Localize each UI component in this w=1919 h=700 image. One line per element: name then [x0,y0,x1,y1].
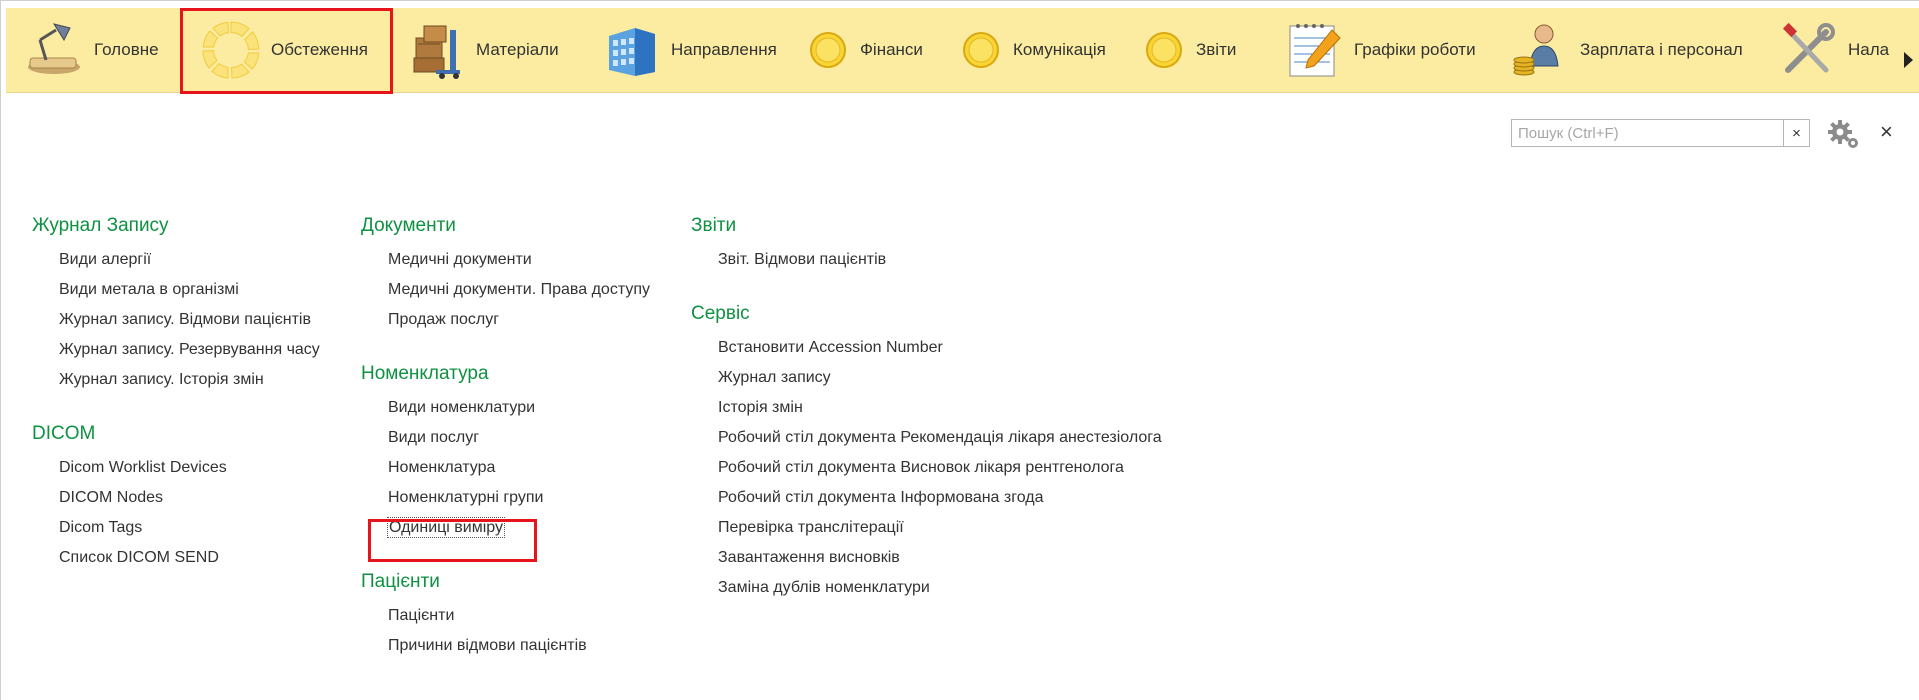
group-appointment-journal [32,213,321,395]
yellow-circle-icon [806,20,850,80]
group-nomenclature [361,361,651,543]
list-item[interactable]: Медичні документи [388,251,532,268]
list-item[interactable]: DICOM Nodes [59,489,164,506]
section-settings[interactable] [1778,8,1889,92]
list-item[interactable]: Історія змін [718,399,803,416]
list-item[interactable]: Журнал запису [718,369,831,386]
section-reports[interactable] [1142,8,1236,92]
group-title[interactable]: DICOM [32,423,96,444]
list-item[interactable]: Медичні документи. Права доступу [388,281,650,298]
section-label: Зарплата і персонал [1580,40,1743,59]
section-label: Направлення [671,40,777,59]
group-title[interactable]: Пацієнти [361,571,440,592]
group-service [691,301,1163,603]
search-input[interactable] [1511,119,1784,147]
group-patients [361,569,651,661]
section-home[interactable] [24,8,159,92]
worker-coins-icon [1510,20,1570,80]
list-item[interactable]: Журнал запису. Відмови пацієнтів [59,311,311,328]
section-examinations[interactable] [201,8,368,92]
settings-gear-icon[interactable] [1826,118,1860,150]
list-item[interactable]: Журнал запису. Історія змін [59,371,264,388]
section-work-schedules[interactable] [1284,8,1476,92]
list-item[interactable]: Завантаження висновків [718,549,900,566]
yellow-circle-icon [959,20,1003,80]
section-materials[interactable] [406,8,559,92]
scroll-right-arrow-icon[interactable] [1904,52,1913,68]
yellow-circle-icon [1142,20,1186,80]
list-item[interactable]: Робочий стіл документа Інформована згода [718,489,1044,506]
group-title[interactable]: Журнал Запису [32,215,169,236]
clear-icon: × [1792,124,1801,142]
list-item-units-of-measure[interactable]: Одиниці виміру [389,519,504,536]
list-item[interactable]: Види алергії [59,251,152,268]
boxes-cart-icon [406,20,466,80]
list-item[interactable]: Номенклатурні групи [388,489,544,506]
list-item[interactable]: Продаж послуг [388,311,500,328]
group-title[interactable]: Документи [361,215,456,236]
section-finance[interactable] [806,8,923,92]
section-label: Комунікація [1013,40,1106,59]
section-panel [6,8,1919,93]
group-title[interactable]: Звіти [691,215,737,236]
column-2 [361,213,651,687]
section-label: Звіти [1196,40,1237,59]
list-item[interactable]: Робочий стіл документа Рекомендація лікаря анестезіолога [718,429,1162,446]
search-clear-button[interactable] [1784,119,1810,147]
section-label: Матеріали [476,40,559,59]
list-item[interactable]: Види метала в організмі [59,281,239,298]
section-label: Фінанси [860,40,923,59]
column-1 [32,213,321,599]
group-documents [361,213,651,335]
loading-ring-icon [201,20,261,80]
list-item[interactable]: Список DICOM SEND [59,549,219,566]
section-label: Обстеження [271,40,368,59]
section-label: Графіки роботи [1354,40,1476,59]
list-item[interactable]: Звіт. Відмови пацієнтів [718,251,887,268]
list-item[interactable]: Номенклатура [388,459,496,476]
section-salary-personnel[interactable] [1510,8,1743,92]
list-item[interactable]: Робочий стіл документа Висновок лікаря рентгенолога [718,459,1124,476]
list-item[interactable]: Dicom Worklist Devices [59,459,227,476]
notepad-pencil-icon [1284,20,1344,80]
list-item[interactable]: Види послуг [388,429,480,446]
list-item[interactable]: Перевірка транслітерації [718,519,904,536]
list-item[interactable]: Пацієнти [388,607,455,624]
list-item[interactable]: Заміна дублів номенклатури [718,579,930,596]
list-item[interactable]: Встановити Accession Number [718,339,943,356]
group-reports [691,213,1163,275]
column-3 [691,213,1163,629]
section-label: Нала [1848,40,1890,59]
list-item[interactable]: Причини відмови пацієнтів [388,637,587,654]
tools-icon [1778,20,1838,80]
section-referrals[interactable] [601,8,777,92]
group-title[interactable]: Сервіс [691,303,750,324]
list-item[interactable]: Журнал запису. Резервування часу [59,341,320,358]
section-communication[interactable] [959,8,1106,92]
list-item[interactable]: Dicom Tags [59,519,143,536]
group-title[interactable]: Номенклатура [361,363,489,384]
section-label: Головне [94,40,159,59]
list-item[interactable]: Види номенклатури [388,399,536,416]
building-icon [601,20,661,80]
group-dicom [32,421,321,573]
close-icon[interactable]: × [1880,119,1893,144]
desk-lamp-icon [24,20,84,80]
